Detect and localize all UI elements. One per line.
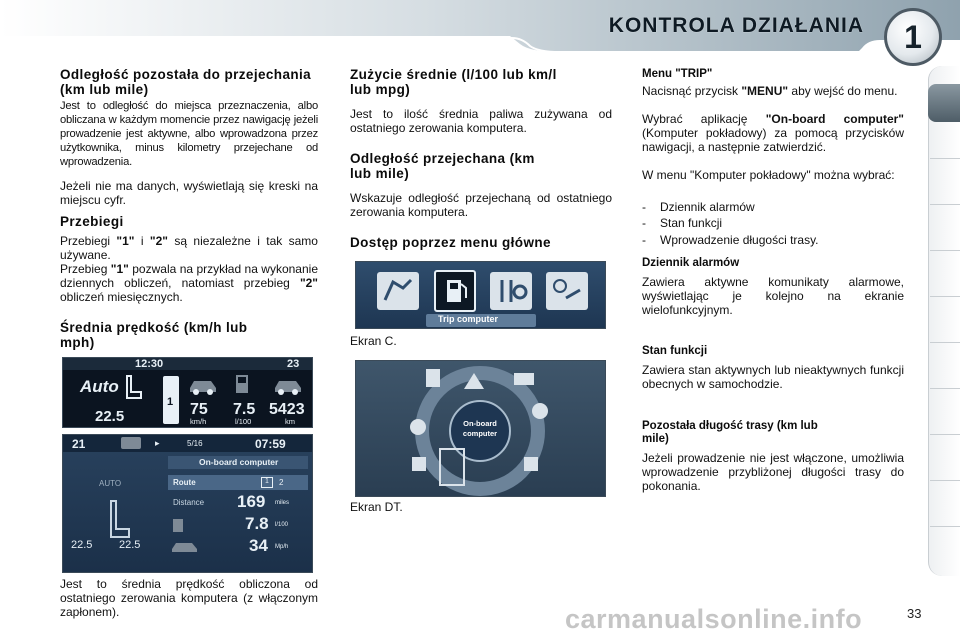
speed-unit: Mp/h [275,544,289,550]
side-divider [930,296,960,297]
menu-icon-phone[interactable] [514,373,534,385]
side-divider [930,158,960,159]
chapter-badge: 1 [884,8,942,66]
heading-speed: Średnia prędkość (km/h lub mph) [60,320,248,350]
watermark: carmanualsonline.info [565,604,863,634]
display-screen-color [62,434,313,573]
side-tab-active[interactable] [928,84,960,122]
track-number: 5/16 [187,439,203,448]
text-trips-2: Przebieg "1" pozwala na przykład na wykonanie dziennych obliczeń, natomiast przebieg "2" obliczeń miesięcznych. [60,262,318,304]
text-menu-options: W menu "Komputer pokładowy" można wybrać: [642,168,895,182]
seat-icon [121,374,145,404]
avg-consumption-value: 7.5 [233,401,256,418]
distance-value: 169 [237,492,266,511]
sliders-icon [490,272,532,310]
menu-icon-navigation[interactable] [410,419,426,435]
display-screen-mono [62,357,313,428]
distance-value: 5423 [269,401,305,418]
side-divider [930,434,960,435]
menu-row-label: Route [173,478,196,487]
side-tab-strip [928,66,960,576]
map-icon [377,272,419,310]
page-title: KONTROLA DZIAŁANIA [608,14,864,37]
menu-icon-settings[interactable] [532,403,548,419]
speed-value: 34 [249,536,268,555]
lamp-icon [546,272,588,310]
text-consumption: Jest to ilość średnia paliwa zużywana od ostatniego zerowania komputera. [350,107,612,135]
text-trips-1: Przebiegi "1" i "2" są niezależne i tak samo używane. [60,234,318,262]
list-item: - Wprowadzenie długości trasy. [642,233,819,247]
list-dash: - [642,233,646,247]
fuel-icon [233,372,255,396]
temp-left: 22.5 [95,408,125,425]
text-status: Zawiera stan aktywnych lub nieaktywnych funkcji obecnych w samochodzie. [642,363,904,391]
side-divider [930,342,960,343]
header-band [0,0,960,54]
climate-mode: AUTO [99,479,122,488]
side-divider [930,526,960,527]
side-divider [930,480,960,481]
display-screen-dt [355,360,606,497]
temp-right: 22.5 [119,539,141,551]
avg-speed-unit: km/h [190,417,207,426]
text-alarm-log: Zawiera aktywne komunikaty alarmowe, wyświetlając je kolejno na ekranie wielofunkcyjnym. [642,275,904,317]
menu-icon-video[interactable] [524,457,538,471]
heading-trip-menu: Menu "TRIP" [642,68,713,80]
side-divider [930,388,960,389]
text-range-note: Jeżeli nie ma danych, wyświetlają się kreski na miejscu cyfr. [60,179,318,207]
car-flag-icon [272,374,306,396]
caption-screen-dt: Ekran DT. [350,500,403,514]
route-selected: 1 [261,477,273,488]
list-item: - Dziennik alarmów [642,200,755,214]
menu-center-label-2: computer [462,429,498,438]
heading-trips: Przebiegi [60,214,124,229]
car-icon [187,374,219,396]
clock: 07:59 [255,437,286,451]
temp-left: 22.5 [71,539,93,551]
list-item: - Stan funkcji [642,216,723,230]
play-icon: ▸ [155,438,160,448]
heading-status: Stan funkcji [642,345,708,357]
status-bar [63,358,313,370]
menu-center-label-1: On-board [463,419,497,428]
menu-icon-settings[interactable] [490,272,532,310]
media-icon [121,437,141,449]
clock: 12:30 [135,358,164,370]
heading-access: Dostęp poprzez menu główne [350,235,551,250]
list-dash: - [642,216,646,230]
menu-icon-trip-computer[interactable] [434,270,476,312]
heading-range: Odległość pozostała do przejechania (km lub mile) [60,67,312,97]
menu-icon-radio[interactable] [426,369,440,387]
side-divider [930,250,960,251]
fuel-pump-icon [436,272,474,310]
outside-temp: 21 [72,437,86,451]
text-menu-press: Nacisnąć przycisk "MENU" aby wejść do menu. [642,84,898,98]
avg-speed-value: 75 [190,401,208,418]
list-dash: - [642,200,646,214]
heading-remaining: Pozostała długość trasy (km lub mile) [642,420,818,445]
trip-number: 1 [167,396,174,408]
menu-label: Trip computer [438,314,499,324]
text-remaining: Jeżeli prowadzenie nie jest włączone, umożliwia wprowadzenie przybliżonej długości trasy do pokonania. [642,451,904,493]
page-number: 33 [907,606,922,621]
menu-icon-navigation[interactable] [377,272,419,310]
avg-consumption-unit: l/100 [235,417,252,426]
side-divider [930,204,960,205]
menu-icon-media[interactable] [412,457,426,471]
heading-consumption: Zużycie średnie (l/100 lub km/l lub mpg) [350,67,557,97]
car-icon [170,539,200,555]
text-distance: Wskazuje odległość przejechaną od ostatniego zerowania komputera. [350,191,612,219]
menu-row-label: Distance [173,498,205,507]
consumption-unit: l/100 [275,522,289,528]
text-menu-select: Wybrać aplikację "On-board computer" (Komputer pokładowy) za pomocą przycisków nawigacji, a następnie zatwierdzić. [642,112,904,154]
caption-screen-c: Ekran C. [350,334,397,348]
outside-temp: 23 [287,358,300,370]
heading-distance: Odległość przejechana (km lub mile) [350,151,535,181]
consumption-value: 7.8 [245,514,269,533]
heading-alarm-log: Dziennik alarmów [642,257,740,269]
climate-mode: Auto [80,377,119,396]
distance-unit: miles [275,500,290,506]
menu-icon-lighting[interactable] [546,272,588,310]
text-speed: Jest to średnia prędkość obliczona od ostatniego zerowania komputera (z włączonym zapłonem). [60,577,318,619]
text-range: Jest to odległość do miejsca przeznaczenia, albo obliczana w każdym momencie przez nawigację jeżeli prowadzenie jest aktywne, albo wprowadzona przez użytkownika, minus kilometry przejechane od wprowadzenia. [60,100,318,168]
route-number: 2 [279,478,284,487]
fuel-icon [173,519,183,532]
menu-title: On-board computer [199,457,279,467]
display-screen-c [355,261,606,329]
distance-unit: km [285,417,295,426]
